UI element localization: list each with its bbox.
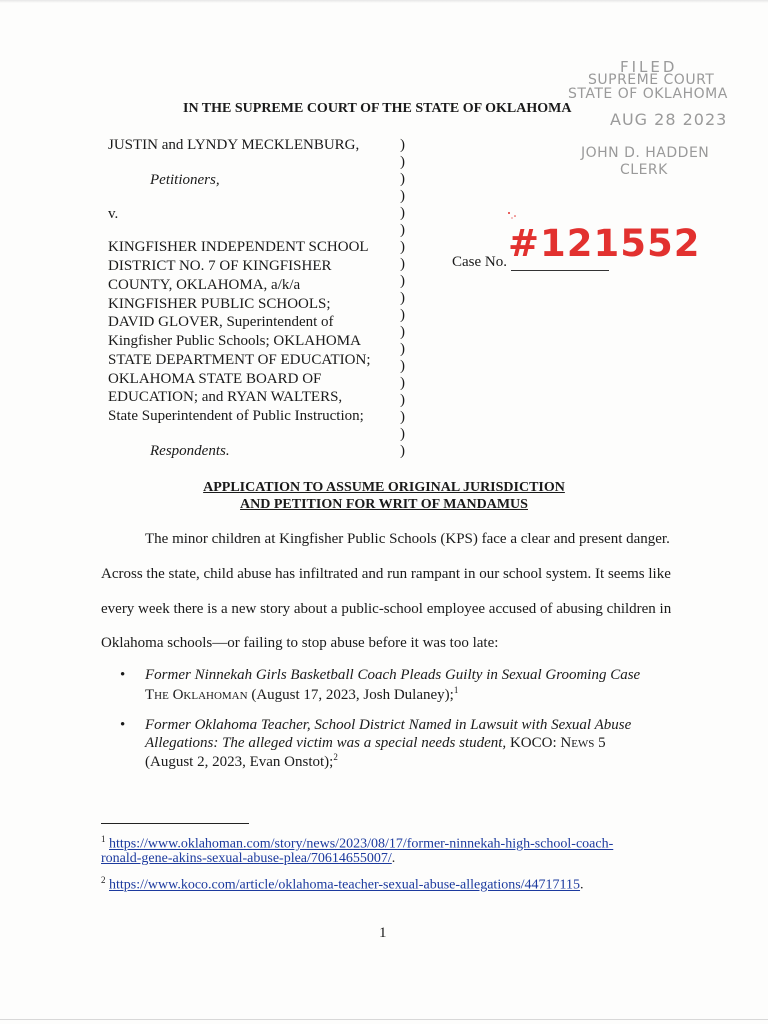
body-paragraph-line: Across the state, child abuse has infiltrated and run rampant in our school system. It seems like: [101, 566, 671, 582]
petitioners-label: Petitioners,: [150, 172, 220, 188]
caption-paren: ): [400, 188, 405, 204]
filed-stamp-court: SUPREME COURT: [588, 72, 715, 88]
respondent-line: STATE DEPARTMENT OF EDUCATION;: [108, 352, 371, 368]
bullet-source: The Oklahoman: [145, 687, 248, 703]
bullet-article-title-cont: Allegations: The alleged victim was a special needs student,: [145, 735, 507, 751]
caption-paren: ): [400, 426, 405, 442]
caption-paren: ): [400, 324, 405, 340]
bullet-article-title: Former Ninnekah Girls Basketball Coach Pleads Guilty in Sexual Grooming Case: [145, 667, 641, 683]
footnote-1: [101, 834, 613, 853]
filed-stamp-title: FILED: [620, 58, 678, 76]
caption-paren: ): [400, 222, 405, 238]
filed-stamp-date: AUG 28 2023: [610, 110, 728, 129]
application-title-line1: APPLICATION TO ASSUME ORIGINAL JURISDICTION: [203, 480, 565, 495]
footnote-1-cont: [101, 851, 395, 867]
footnote-link[interactable]: https://www.koco.com/article/oklahoma-teacher-sexual-abuse-allegations/44717115: [109, 877, 581, 893]
caption-paren: ): [400, 290, 405, 306]
respondents-label: Respondents.: [150, 443, 230, 459]
body-paragraph-line: Oklahoma schools—or failing to stop abuse before it was too late:: [101, 635, 499, 651]
respondent-line: DAVID GLOVER, Superintendent of: [108, 314, 334, 330]
footnote-separator: [101, 823, 249, 824]
filed-stamp-clerk-name: JOHN D. HADDEN: [581, 145, 710, 161]
respondent-line: Kingfisher Public Schools; OKLAHOMA: [108, 333, 361, 349]
footnote-end: .: [580, 877, 584, 893]
versus-label: v.: [108, 206, 119, 222]
caption-paren: ): [400, 239, 405, 255]
page-bottom-edge: [0, 1019, 768, 1020]
footnote-ref: 2: [333, 752, 338, 762]
respondent-line: KINGFISHER INDEPENDENT SCHOOL: [108, 239, 369, 255]
petitioners-names: JUSTIN and LYNDY MECKLENBURG,: [108, 137, 360, 153]
application-title-line2: AND PETITION FOR WRIT OF MANDAMUS: [240, 497, 528, 512]
caption-paren: ): [400, 375, 405, 391]
bullet-article-citation: [145, 685, 458, 704]
caption-paren: ): [400, 409, 405, 425]
bullet-article-title: Former Oklahoma Teacher, School District Named in Lawsuit with Sexual Abuse: [145, 717, 632, 733]
bullet-details: (August 2, 2023, Evan Onstot);: [145, 754, 334, 770]
footnote-number: 2: [101, 875, 106, 885]
body-paragraph-line: The minor children at Kingfisher Public Schools (KPS) face a clear and present danger.: [145, 531, 670, 547]
caption-paren: ): [400, 307, 405, 323]
case-no-underline: [511, 270, 609, 271]
respondent-line: DISTRICT NO. 7 OF KINGFISHER: [108, 258, 332, 274]
body-paragraph-line: every week there is a new story about a public-school employee accused of abusing children in: [101, 601, 672, 617]
bullet-icon: •: [120, 717, 126, 733]
respondent-line: OKLAHOMA STATE BOARD OF: [108, 371, 322, 387]
caption-paren: ): [400, 392, 405, 408]
caption-paren: ): [400, 205, 405, 221]
caption-paren: ): [400, 273, 405, 289]
filed-stamp-state: STATE OF OKLAHOMA: [568, 86, 728, 102]
filed-stamp-clerk-title: CLERK: [620, 162, 668, 178]
bullet-source: News: [560, 735, 595, 751]
bullet-icon: •: [120, 667, 126, 683]
footnote-end: .: [391, 851, 396, 866]
caption-paren: ): [400, 256, 405, 272]
respondent-line: EDUCATION; and RYAN WALTERS,: [108, 389, 343, 405]
footnote-2: [101, 875, 584, 894]
respondent-line: KINGFISHER PUBLIC SCHOOLS;: [108, 296, 331, 312]
respondent-line: COUNTY, OKLAHOMA, a/k/a: [108, 277, 301, 293]
footnote-ref: 1: [453, 685, 459, 695]
case-number: #121552: [508, 222, 701, 265]
caption-paren: ): [400, 154, 405, 170]
page-number: 1: [379, 925, 387, 941]
case-no-label: Case No.: [452, 254, 507, 270]
bullet-source-prefix: KOCO:: [506, 735, 561, 751]
bullet-article-title-line2: [145, 735, 606, 752]
caption-paren: ): [400, 358, 405, 374]
court-title: IN THE SUPREME COURT OF THE STATE OF OKLAHOMA: [183, 101, 572, 116]
caption-paren: ): [400, 137, 405, 153]
footnote-link[interactable]: https://www.oklahoman.com/story/news/2023/08/17/former-ninnekah-high-school-coach-: [109, 836, 614, 852]
caption-paren: ): [400, 443, 405, 459]
footnote-link[interactable]: ronald-gene-akins-sexual-abuse-plea/70614655007/: [101, 851, 392, 866]
red-ink-marks: [506, 210, 520, 220]
bullet-details: (August 17, 2023, Josh Dulaney);: [247, 687, 454, 703]
footnote-number: 1: [101, 834, 106, 844]
bullet-article-citation: [145, 752, 338, 771]
caption-paren: ): [400, 171, 405, 187]
bullet-source-suffix: 5: [594, 735, 606, 751]
page-top-edge: [0, 0, 768, 3]
caption-paren: ): [400, 341, 405, 357]
respondent-line: State Superintendent of Public Instruction;: [108, 408, 364, 424]
